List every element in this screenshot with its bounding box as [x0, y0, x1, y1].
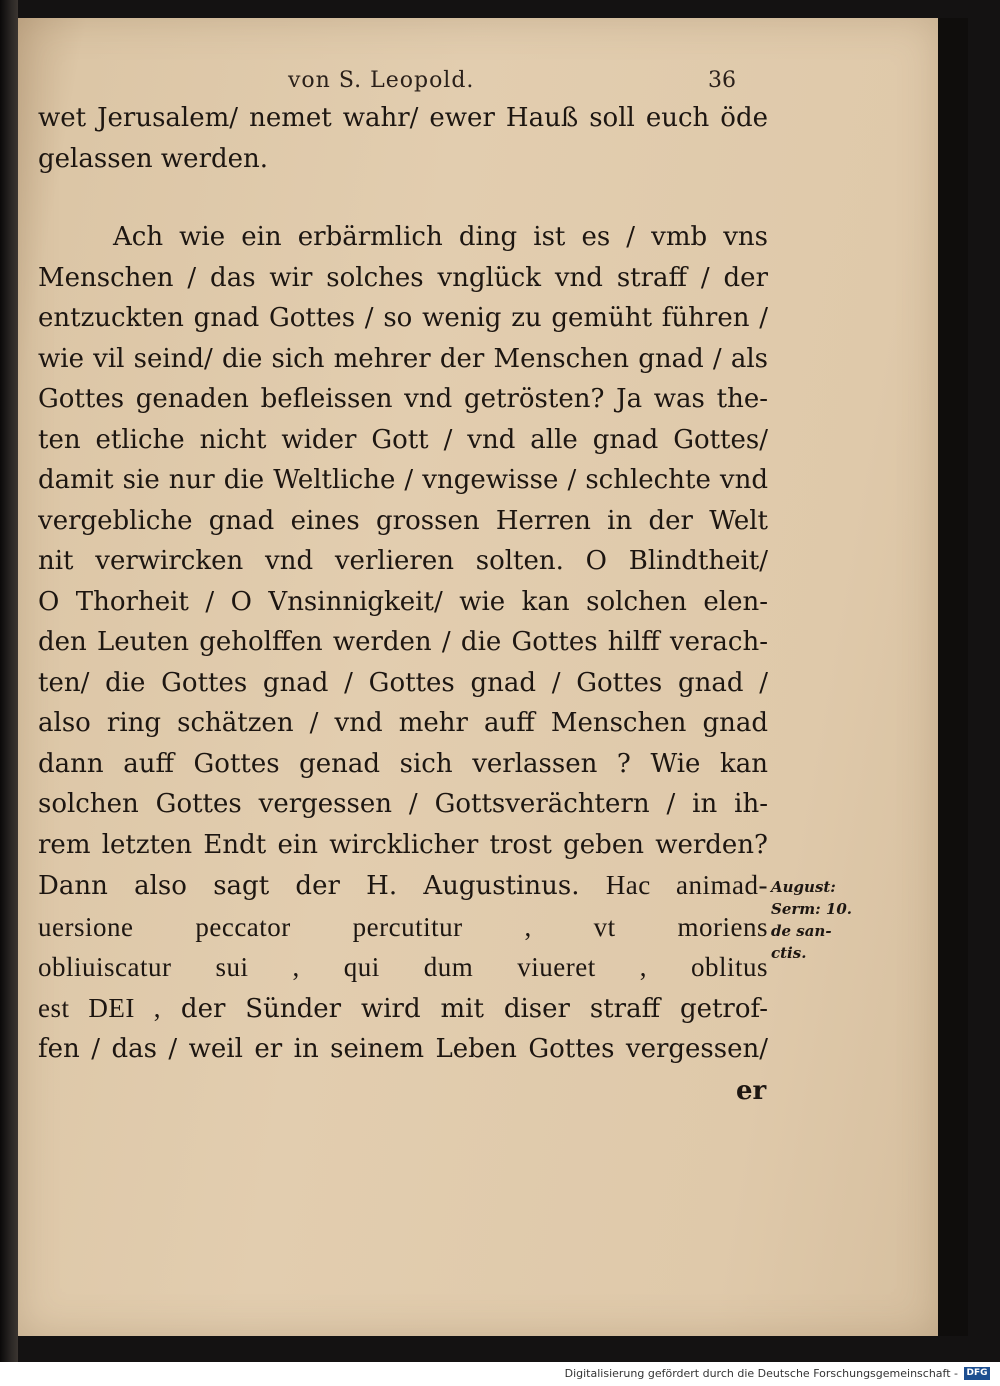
text-line: Gottes genaden befleissen vnd getrösten? Ja was the- — [38, 384, 768, 414]
text-line: ten/ die Gottes gnad / Gottes gnad / Gottes gnad / — [38, 667, 768, 698]
text-line: also ring schätzen / vnd mehr auff Menschen gnad — [38, 708, 768, 738]
scan-edge-bar — [938, 18, 968, 1336]
marginal-note-line: Serm: 10. — [771, 900, 853, 918]
book-page — [18, 18, 938, 1336]
text-line: vergebliche gnad eines grossen Herren in der Welt — [38, 505, 768, 536]
running-head: von S. Leopold. — [288, 68, 475, 93]
text-line-mixed — [38, 865, 768, 907]
marginal-note-line: August: — [771, 878, 836, 896]
dfg-logo: DFG — [964, 1367, 990, 1380]
marginal-note — [771, 876, 852, 964]
catchword: er — [736, 1076, 767, 1106]
latin-line: uersione peccator percutitur , vt moriens — [38, 911, 768, 942]
footer-bar — [0, 1362, 1000, 1386]
text-line: den Leuten geholffen werden / die Gottes hilff verach- — [38, 627, 768, 657]
text-line: ten etliche nicht wider Gott / vnd alle gnad Gottes/ — [38, 424, 768, 455]
page-number: 36 — [708, 68, 736, 93]
german-segment: der Sünder wird mit diser straff getrof- — [180, 993, 768, 1024]
german-segment: Dann also sagt der H. Augustinus. — [38, 871, 580, 901]
book-spine-shadow — [0, 0, 18, 1362]
text-line: gelassen werden. — [38, 143, 269, 174]
latin-segment: Hac animad- — [605, 870, 768, 900]
paragraph-gap — [38, 179, 768, 217]
text-line-mixed — [38, 988, 768, 1030]
marginal-note-line: ctis. — [771, 944, 807, 962]
text-line: Ach wie ein erbärmlich ding ist es / vmb vns — [113, 222, 768, 252]
text-line: solchen Gottes vergessen / Gottsverächtern / in ih- — [38, 789, 768, 819]
text-line: entzuckten gnad Gottes / so wenig zu gemüht führen / — [38, 303, 768, 333]
latin-segment: est DEI , — [38, 992, 162, 1023]
text-line: O Thorheit / O Vnsinnigkeit/ wie kan solchen elen- — [38, 586, 768, 617]
funding-notice: Digitalisierung gefördert durch die Deutsche Forschungsgemeinschaft - — [564, 1367, 958, 1380]
text-line: damit sie nur die Weltliche / vngewisse / schlechte vnd — [38, 465, 768, 495]
latin-line: obliuiscatur sui , qui dum viueret , oblitus — [38, 952, 768, 982]
text-line: dann auff Gottes genad sich verlassen ? Wie kan — [38, 748, 768, 779]
text-line: wet Jerusalem/ nemet wahr/ ewer Hauß soll euch öde — [38, 103, 768, 133]
text-line: nit verwircken vnd verlieren solten. O Blindtheit/ — [38, 546, 768, 576]
text-line: Menschen / das wir solches vnglück vnd straff / der — [38, 262, 768, 293]
text-line: rem letzten Endt ein wircklicher trost geben werden? — [38, 829, 768, 860]
main-text — [38, 98, 768, 1070]
marginal-note-line: de san- — [771, 922, 832, 940]
text-line: wie vil seind/ die sich mehrer der Menschen gnad / als — [38, 343, 768, 374]
text-line: fen / das / weil er in seinem Leben Gottes vergessen/ — [38, 1034, 768, 1064]
